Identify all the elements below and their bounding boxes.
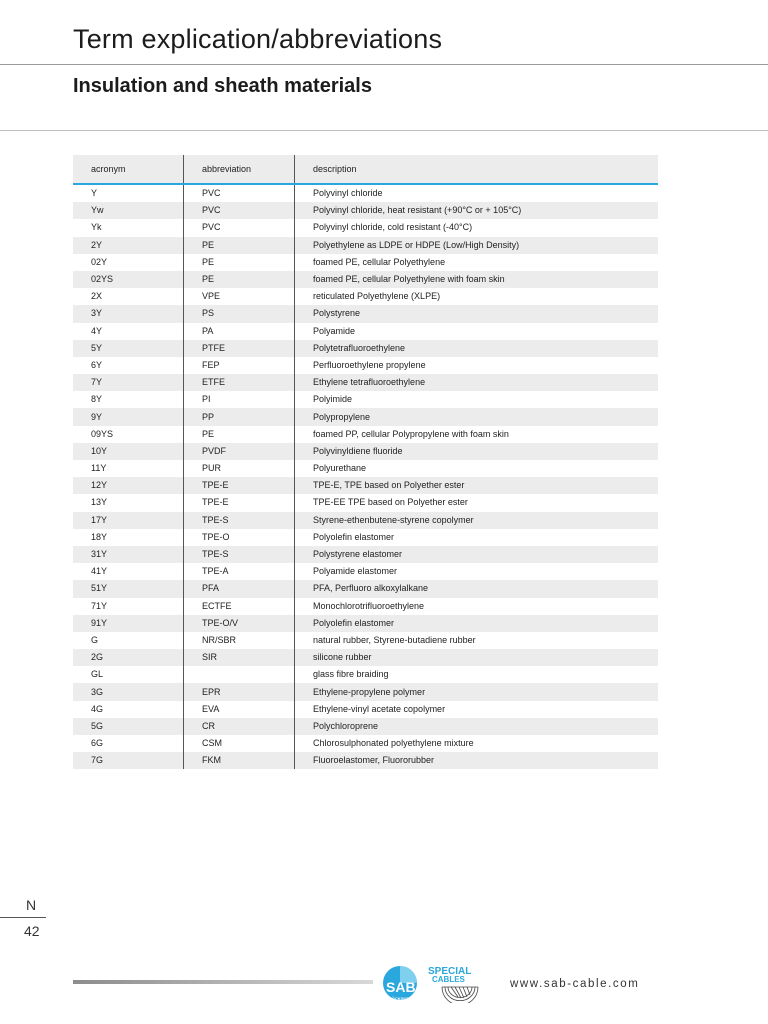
table-row xyxy=(73,546,658,563)
cell-acronym: 13Y xyxy=(73,494,184,511)
cell-description: Monochlorotrifluoroethylene xyxy=(313,600,425,611)
cell-abbreviation: PVC xyxy=(184,184,295,202)
cell-description: Ethylene-propylene polymer xyxy=(295,683,659,700)
sab-special-cables-logo xyxy=(380,963,485,1003)
cell-acronym: 41Y xyxy=(73,563,184,580)
cell-abbreviation: PE xyxy=(184,271,295,288)
table-row xyxy=(73,374,658,391)
cell-description: Polyolefin elastomer xyxy=(313,531,395,542)
cell-description: Styrene-ethenbutene-styrene copolymer xyxy=(295,512,659,529)
logo-sab-text: SAB xyxy=(386,979,416,995)
cell-description: Ethylene-vinyl acetate copolymer xyxy=(313,703,446,714)
cell-abbreviation: TPE-O xyxy=(184,529,295,546)
table-header-row xyxy=(73,155,658,184)
cell-description: Polytetrafluoroethylene xyxy=(295,340,659,357)
cell-description: Fluoroelastomer, Fluororubber xyxy=(295,752,659,769)
cell-acronym: 31Y xyxy=(73,546,184,563)
table-row xyxy=(73,460,658,477)
cell-abbreviation: ETFE xyxy=(184,374,295,391)
table-row xyxy=(73,666,658,683)
abbreviations-table xyxy=(73,155,658,769)
cell-abbreviation: PS xyxy=(184,305,295,322)
cell-description: silicone rubber xyxy=(295,649,659,666)
cell-acronym: 4Y xyxy=(73,323,184,340)
cell-acronym: Yk xyxy=(73,219,184,236)
table-row xyxy=(73,305,658,322)
cell-abbreviation: PE xyxy=(184,254,295,271)
cell-acronym: 2X xyxy=(73,288,184,305)
footer-bar xyxy=(73,980,373,984)
page-number: 42 xyxy=(24,923,40,939)
table-row xyxy=(73,683,658,700)
cell-acronym: 11Y xyxy=(73,460,184,477)
cell-abbreviation: PUR xyxy=(184,460,295,477)
section-letter: N xyxy=(26,897,37,913)
cell-acronym: 2Y xyxy=(73,237,184,254)
cell-description: PFA, Perfluoro alkoxylalkane xyxy=(295,580,659,597)
cell-description: Ethylene tetrafluoroethylene xyxy=(295,374,659,391)
table-row xyxy=(73,580,658,597)
table-row xyxy=(73,271,658,288)
table-row xyxy=(73,237,658,254)
table-row xyxy=(73,718,658,735)
table-row xyxy=(73,357,658,374)
cell-acronym: 7Y xyxy=(73,374,184,391)
cell-abbreviation: PFA xyxy=(184,580,295,597)
cell-description: Polyamide elastomer xyxy=(313,566,398,577)
table-row xyxy=(73,323,658,340)
cell-description: Polystyrene elastomer xyxy=(295,546,659,563)
table-row xyxy=(73,184,658,202)
cell-acronym: 17Y xyxy=(73,512,184,529)
table-row xyxy=(73,735,658,752)
table-row xyxy=(73,701,658,718)
header-divider xyxy=(0,64,768,65)
cell-acronym: 5G xyxy=(73,718,184,735)
column-header-abbreviation: abbreviation xyxy=(184,155,295,184)
cell-abbreviation: PE xyxy=(184,237,295,254)
cell-acronym: 02YS xyxy=(73,271,184,288)
cell-description: Polyurethane xyxy=(313,463,367,474)
cell-acronym: 02Y xyxy=(73,254,184,271)
column-header-acronym: acronym xyxy=(73,155,184,184)
cell-acronym: 6G xyxy=(73,735,184,752)
cell-description: Polyvinyl chloride, cold resistant (-40°C) xyxy=(313,222,473,233)
cell-abbreviation: PTFE xyxy=(184,340,295,357)
table-row xyxy=(73,477,658,494)
table-row xyxy=(73,391,658,408)
cell-description: Polyolefin elastomer xyxy=(295,615,659,632)
cell-acronym: 10Y xyxy=(73,443,184,460)
cell-abbreviation: TPE-S xyxy=(184,512,295,529)
cell-acronym: 5Y xyxy=(73,340,184,357)
cell-abbreviation: PVDF xyxy=(184,443,295,460)
cell-abbreviation: PVC xyxy=(184,219,295,236)
cell-acronym: Y xyxy=(73,184,184,202)
cell-acronym: 9Y xyxy=(73,408,184,425)
cell-description: natural rubber, Styrene-butadiene rubber xyxy=(313,634,476,645)
cell-abbreviation: EVA xyxy=(184,701,295,718)
table-body xyxy=(73,184,658,769)
cell-description: reticulated Polyethylene (XLPE) xyxy=(313,291,441,302)
logo-special-text: SPECIAL xyxy=(428,966,472,977)
cell-abbreviation: TPE-A xyxy=(184,563,295,580)
cell-acronym: 7G xyxy=(73,752,184,769)
cell-acronym: 09YS xyxy=(73,426,184,443)
cell-description: TPE-E, TPE based on Polyether ester xyxy=(295,477,659,494)
cell-abbreviation: EPR xyxy=(184,683,295,700)
cell-acronym: 71Y xyxy=(73,598,184,615)
page-marker-divider xyxy=(0,917,46,918)
cell-description: foamed PE, cellular Polyethylene with foam skin xyxy=(295,271,659,288)
cell-acronym: 18Y xyxy=(73,529,184,546)
cell-acronym: 51Y xyxy=(73,580,184,597)
table-row xyxy=(73,529,658,546)
cell-description: foamed PP, cellular Polypropylene with foam skin xyxy=(313,428,509,439)
section-divider xyxy=(0,130,768,131)
table-row xyxy=(73,202,658,219)
cell-acronym: 3Y xyxy=(73,305,184,322)
table-row xyxy=(73,598,658,615)
table-row xyxy=(73,615,658,632)
table-row xyxy=(73,632,658,649)
cell-abbreviation: PVC xyxy=(184,202,295,219)
cell-acronym: G xyxy=(73,632,184,649)
cell-abbreviation: NR/SBR xyxy=(184,632,295,649)
cell-description: foamed PE, cellular Polyethylene xyxy=(313,256,446,267)
cell-abbreviation: PI xyxy=(184,391,295,408)
cell-description: Polyvinyldiene fluoride xyxy=(295,443,659,460)
cell-description: Perfluoroethylene propylene xyxy=(313,359,426,370)
cell-description: Polyethylene as LDPE or HDPE (Low/High Density) xyxy=(295,237,659,254)
cell-acronym: Yw xyxy=(73,202,184,219)
cell-abbreviation: VPE xyxy=(184,288,295,305)
table-row xyxy=(73,649,658,666)
table-row xyxy=(73,288,658,305)
cell-acronym: 8Y xyxy=(73,391,184,408)
table-row xyxy=(73,494,658,511)
table-row xyxy=(73,219,658,236)
cell-abbreviation: CSM xyxy=(184,735,295,752)
logo-cable-cross-section-icon xyxy=(442,987,478,1003)
table-row xyxy=(73,408,658,425)
cell-description: Chlorosulphonated polyethylene mixture xyxy=(313,738,474,749)
table-row xyxy=(73,512,658,529)
cell-description: Polyvinyl chloride xyxy=(313,188,383,199)
cell-description: Polychloroprene xyxy=(295,718,659,735)
table-row xyxy=(73,752,658,769)
table-row xyxy=(73,340,658,357)
cell-description: Polypropylene xyxy=(295,408,659,425)
cell-abbreviation: SIR xyxy=(184,649,295,666)
table-row xyxy=(73,426,658,443)
cell-description: Polystyrene xyxy=(295,305,659,322)
cell-abbreviation: TPE-E xyxy=(184,477,295,494)
cell-acronym: 12Y xyxy=(73,477,184,494)
page-title: Term explication/abbreviations xyxy=(73,24,443,54)
cell-abbreviation: PP xyxy=(184,408,295,425)
cell-acronym: 91Y xyxy=(73,615,184,632)
cell-abbreviation: FEP xyxy=(184,357,295,374)
footer-url: www.sab-cable.com xyxy=(510,978,640,990)
cell-abbreviation: CR xyxy=(184,718,295,735)
cell-description: Polyamide xyxy=(313,325,356,336)
cell-description: TPE-EE TPE based on Polyether ester xyxy=(313,497,468,508)
cell-acronym: 6Y xyxy=(73,357,184,374)
cell-acronym: GL xyxy=(73,666,184,683)
cell-description: Polyimide xyxy=(313,394,353,405)
section-title: Insulation and sheath materials xyxy=(73,75,372,97)
cell-abbreviation: ECTFE xyxy=(184,598,295,615)
cell-abbreviation: TPE-S xyxy=(184,546,295,563)
cell-acronym: 4G xyxy=(73,701,184,718)
table-row xyxy=(73,563,658,580)
cell-abbreviation: TPE-O/V xyxy=(184,615,295,632)
cell-abbreviation: FKM xyxy=(184,752,295,769)
cell-abbreviation xyxy=(184,666,295,683)
logo-cables-text: CABLES xyxy=(432,975,465,984)
table-row xyxy=(73,254,658,271)
cell-description: glass fibre braiding xyxy=(313,669,389,680)
cell-abbreviation: TPE-E xyxy=(184,494,295,511)
cell-abbreviation: PA xyxy=(184,323,295,340)
logo-tagline-text: BRÖCKSKES xyxy=(386,996,412,1001)
cell-acronym: 2G xyxy=(73,649,184,666)
cell-description: Polyvinyl chloride, heat resistant (+90°C or + 105°C) xyxy=(295,202,659,219)
cell-acronym: 3G xyxy=(73,683,184,700)
column-header-description: description xyxy=(295,155,659,184)
cell-abbreviation: PE xyxy=(184,426,295,443)
table-row xyxy=(73,443,658,460)
